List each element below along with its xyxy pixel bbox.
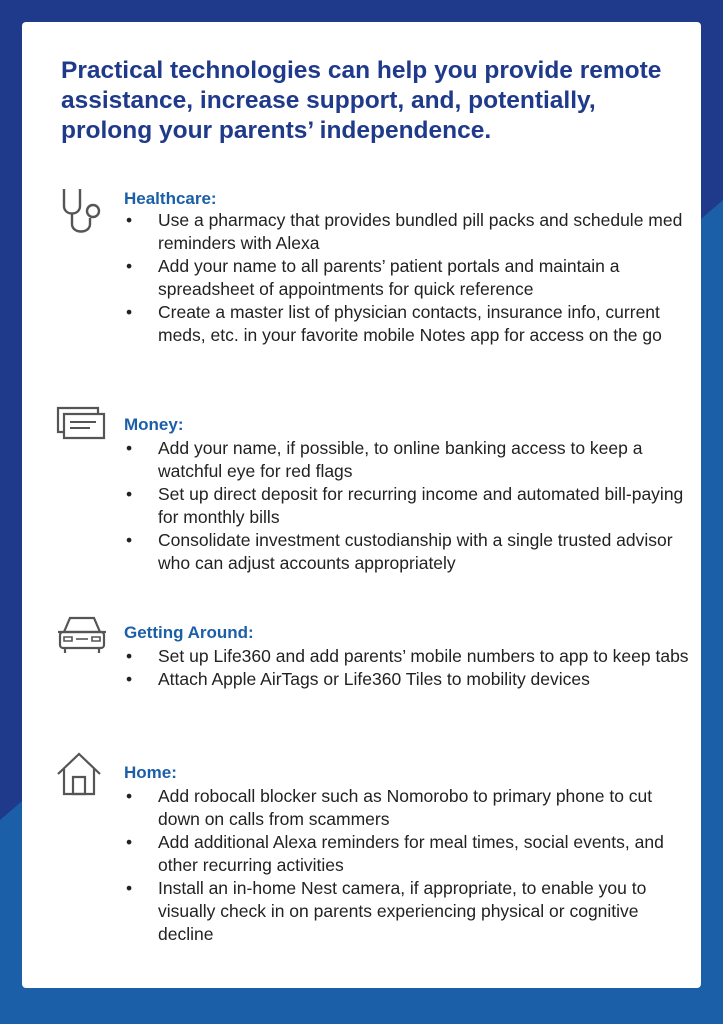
money-bills-icon (56, 406, 108, 458)
list-item: • Set up Life360 and add parents’ mobile numbers to app to keep tabs (124, 645, 689, 668)
list-item: • Install an in-home Nest camera, if appropriate, to enable you to visually check in on parents experiencing physical or cognitive decline (124, 877, 689, 946)
list-item: • Set up direct deposit for recurring income and automated bill-paying for monthly bills (124, 483, 689, 529)
content-card (22, 22, 701, 988)
list-item: • Create a master list of physician contacts, insurance info, current meds, etc. in your favorite mobile Notes app for access on the go (124, 301, 689, 347)
stethoscope-icon (56, 186, 108, 238)
list-item: • Add additional Alexa reminders for meal times, social events, and other recurring activities (124, 831, 689, 877)
house-icon (56, 750, 108, 802)
list-item: • Add your name to all parents’ patient portals and maintain a spreadsheet of appointments for quick reference (124, 255, 689, 301)
list-item: • Consolidate investment custodianship with a single trusted advisor who can adjust accounts appropriately (124, 529, 689, 575)
list-item: • Add your name, if possible, to online banking access to keep a watchful eye for red flags (124, 437, 689, 483)
bullet-list (124, 645, 689, 691)
section-title: Getting Around: (124, 623, 254, 642)
bullet-list (124, 437, 689, 575)
list-item: • Use a pharmacy that provides bundled pill packs and schedule med reminders with Alexa (124, 209, 689, 255)
bullet-list (124, 209, 689, 347)
list-item: • Add robocall blocker such as Nomorobo to primary phone to cut down on calls from scammers (124, 785, 689, 831)
list-item: • Attach Apple AirTags or Life360 Tiles to mobility devices (124, 668, 689, 691)
section-title: Home: (124, 763, 177, 782)
bullet-list (124, 785, 689, 946)
page-headline: Practical technologies can help you provide remote assistance, increase support, and, potentially, prolong your parents’ independence. (61, 57, 662, 144)
car-icon (56, 612, 108, 664)
section-title: Healthcare: (124, 189, 217, 208)
section-title: Money: (124, 415, 184, 434)
